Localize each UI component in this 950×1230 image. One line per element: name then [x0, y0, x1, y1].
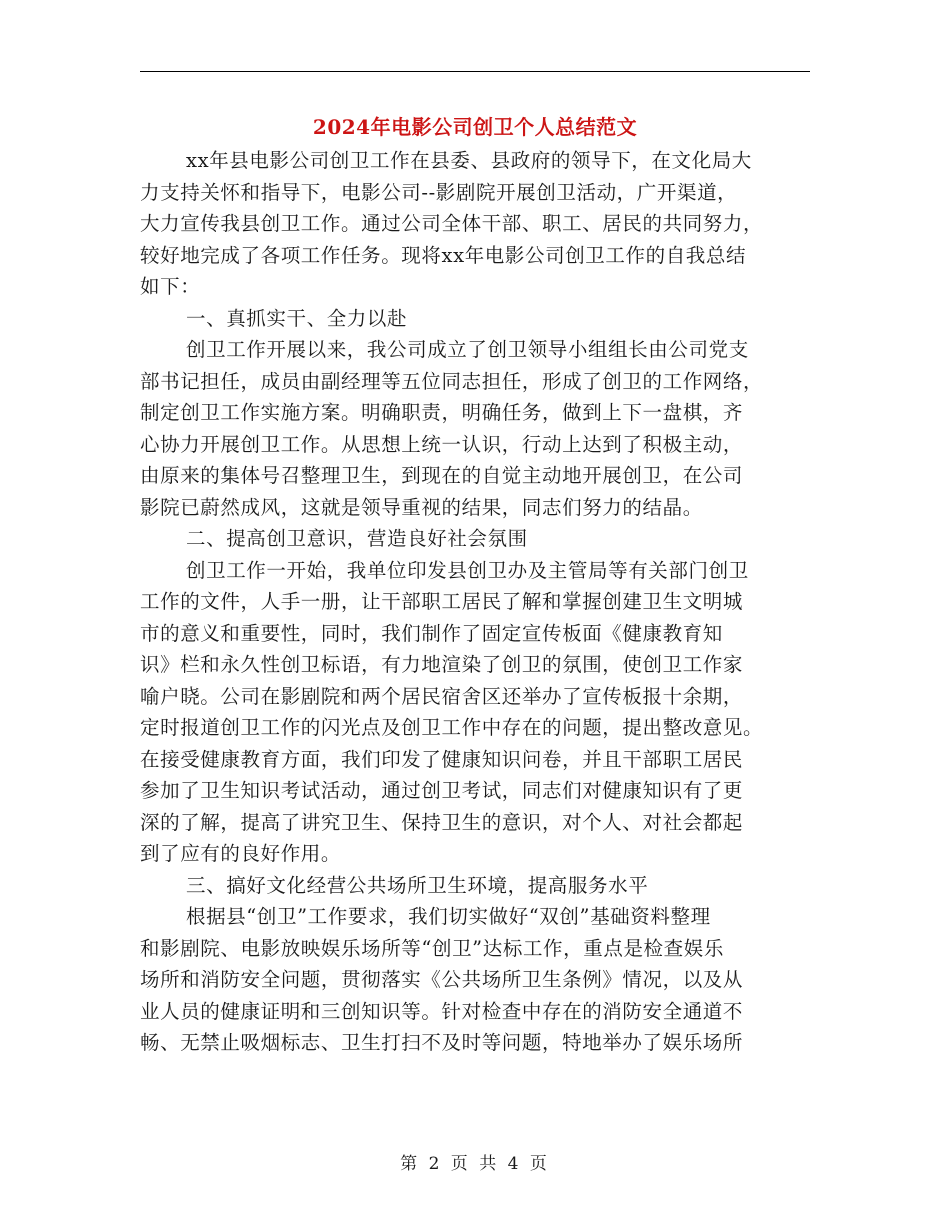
text-line: 由原来的集体号召整理卫生，到现在的自觉主动地开展创卫，在公司	[140, 464, 744, 487]
text-line: 如下：	[140, 275, 201, 298]
document-body	[140, 145, 808, 1059]
text-line: 在接受健康教育方面，我们印发了健康知识问卷，并且干部职工居民	[140, 747, 744, 771]
text-line: 创卫工作开展以来，我公司成立了创卫领导小组组长由公司党支	[186, 338, 749, 361]
text-line: 市的意义和重要性，同时，我们制作了固定宣传板面《健康教育知	[140, 621, 723, 645]
text-line: 部书记担任，成员由副经理等五位同志担任，形成了创卫的工作网络，	[140, 369, 764, 393]
text-line: 喻户晓。公司在影剧院和两个居民宿舍区还举办了宣传板报十余期，	[140, 684, 744, 708]
text-line: 识》栏和永久性创卫标语，有力地渲染了创卫的氛围，使创卫工作家	[140, 653, 744, 676]
text-line: 影院已蔚然成风，这就是领导重视的结果，同志们努力的结晶。	[140, 495, 703, 519]
text-line: 较好地完成了各项工作任务。现将xx年电影公司创卫工作的自我总结	[140, 243, 747, 267]
text-line: 二、提高创卫意识，营造良好社会氛围	[186, 527, 528, 550]
text-line: 定时报道创卫工作的闪光点及创卫工作中存在的问题，提出整改意见。	[140, 716, 764, 739]
text-line: 和影剧院、电影放映娱乐场所等“创卫”达标工作，重点是检查娱乐	[140, 936, 724, 960]
text-line: 参加了卫生知识考试活动，通过创卫考试，同志们对健康知识有了更	[140, 779, 744, 802]
text-line: 力支持关怀和指导下，电影公司--影剧院开展创卫活动，广开渠道，	[140, 180, 738, 204]
page-number: 第 2 页 共 4 页	[400, 1154, 550, 1174]
text-line: 创卫工作一开始，我单位印发县创卫办及主管局等有关部门创卫	[186, 558, 749, 582]
text-line: 三、搞好文化经营公共场所卫生环境，提高服务水平	[186, 873, 649, 897]
text-line: 根据县“创卫”工作要求，我们切实做好“双创”基础资料整理	[186, 905, 711, 928]
page-title: 2024年电影公司创卫个人总结范文	[312, 115, 638, 139]
header-rule	[140, 71, 810, 72]
text-line: 大力宣传我县创卫工作。通过公司全体干部、职工、居民的共同努力，	[140, 212, 764, 235]
text-line: 业人员的健康证明和三创知识等。针对检查中存在的消防安全通道不	[140, 999, 744, 1023]
text-line: 到了应有的良好作用。	[140, 842, 342, 865]
text-line: 场所和消防安全问题，贯彻落实《公共场所卫生条例》情况，以及从	[140, 968, 744, 991]
text-line: 一、真抓实干、全力以赴	[186, 306, 408, 330]
text-line: 深的了解，提高了讲究卫生、保持卫生的意识，对个人、对社会都起	[140, 810, 744, 834]
text-line: 工作的文件，人手一册，让干部职工居民了解和掌握创建卫生文明城	[140, 590, 744, 613]
text-line: xx年县电影公司创卫工作在县委、县政府的领导下，在文化局大	[186, 149, 752, 172]
text-line: 制定创卫工作实施方案。明确职责，明确任务，做到上下一盘棋，齐	[140, 401, 744, 424]
text-line: 畅、无禁止吸烟标志、卫生打扫不及时等问题，特地举办了娱乐场所	[140, 1031, 744, 1054]
text-line: 心协力开展创卫工作。从思想上统一认识，行动上达到了积极主动，	[140, 432, 744, 456]
